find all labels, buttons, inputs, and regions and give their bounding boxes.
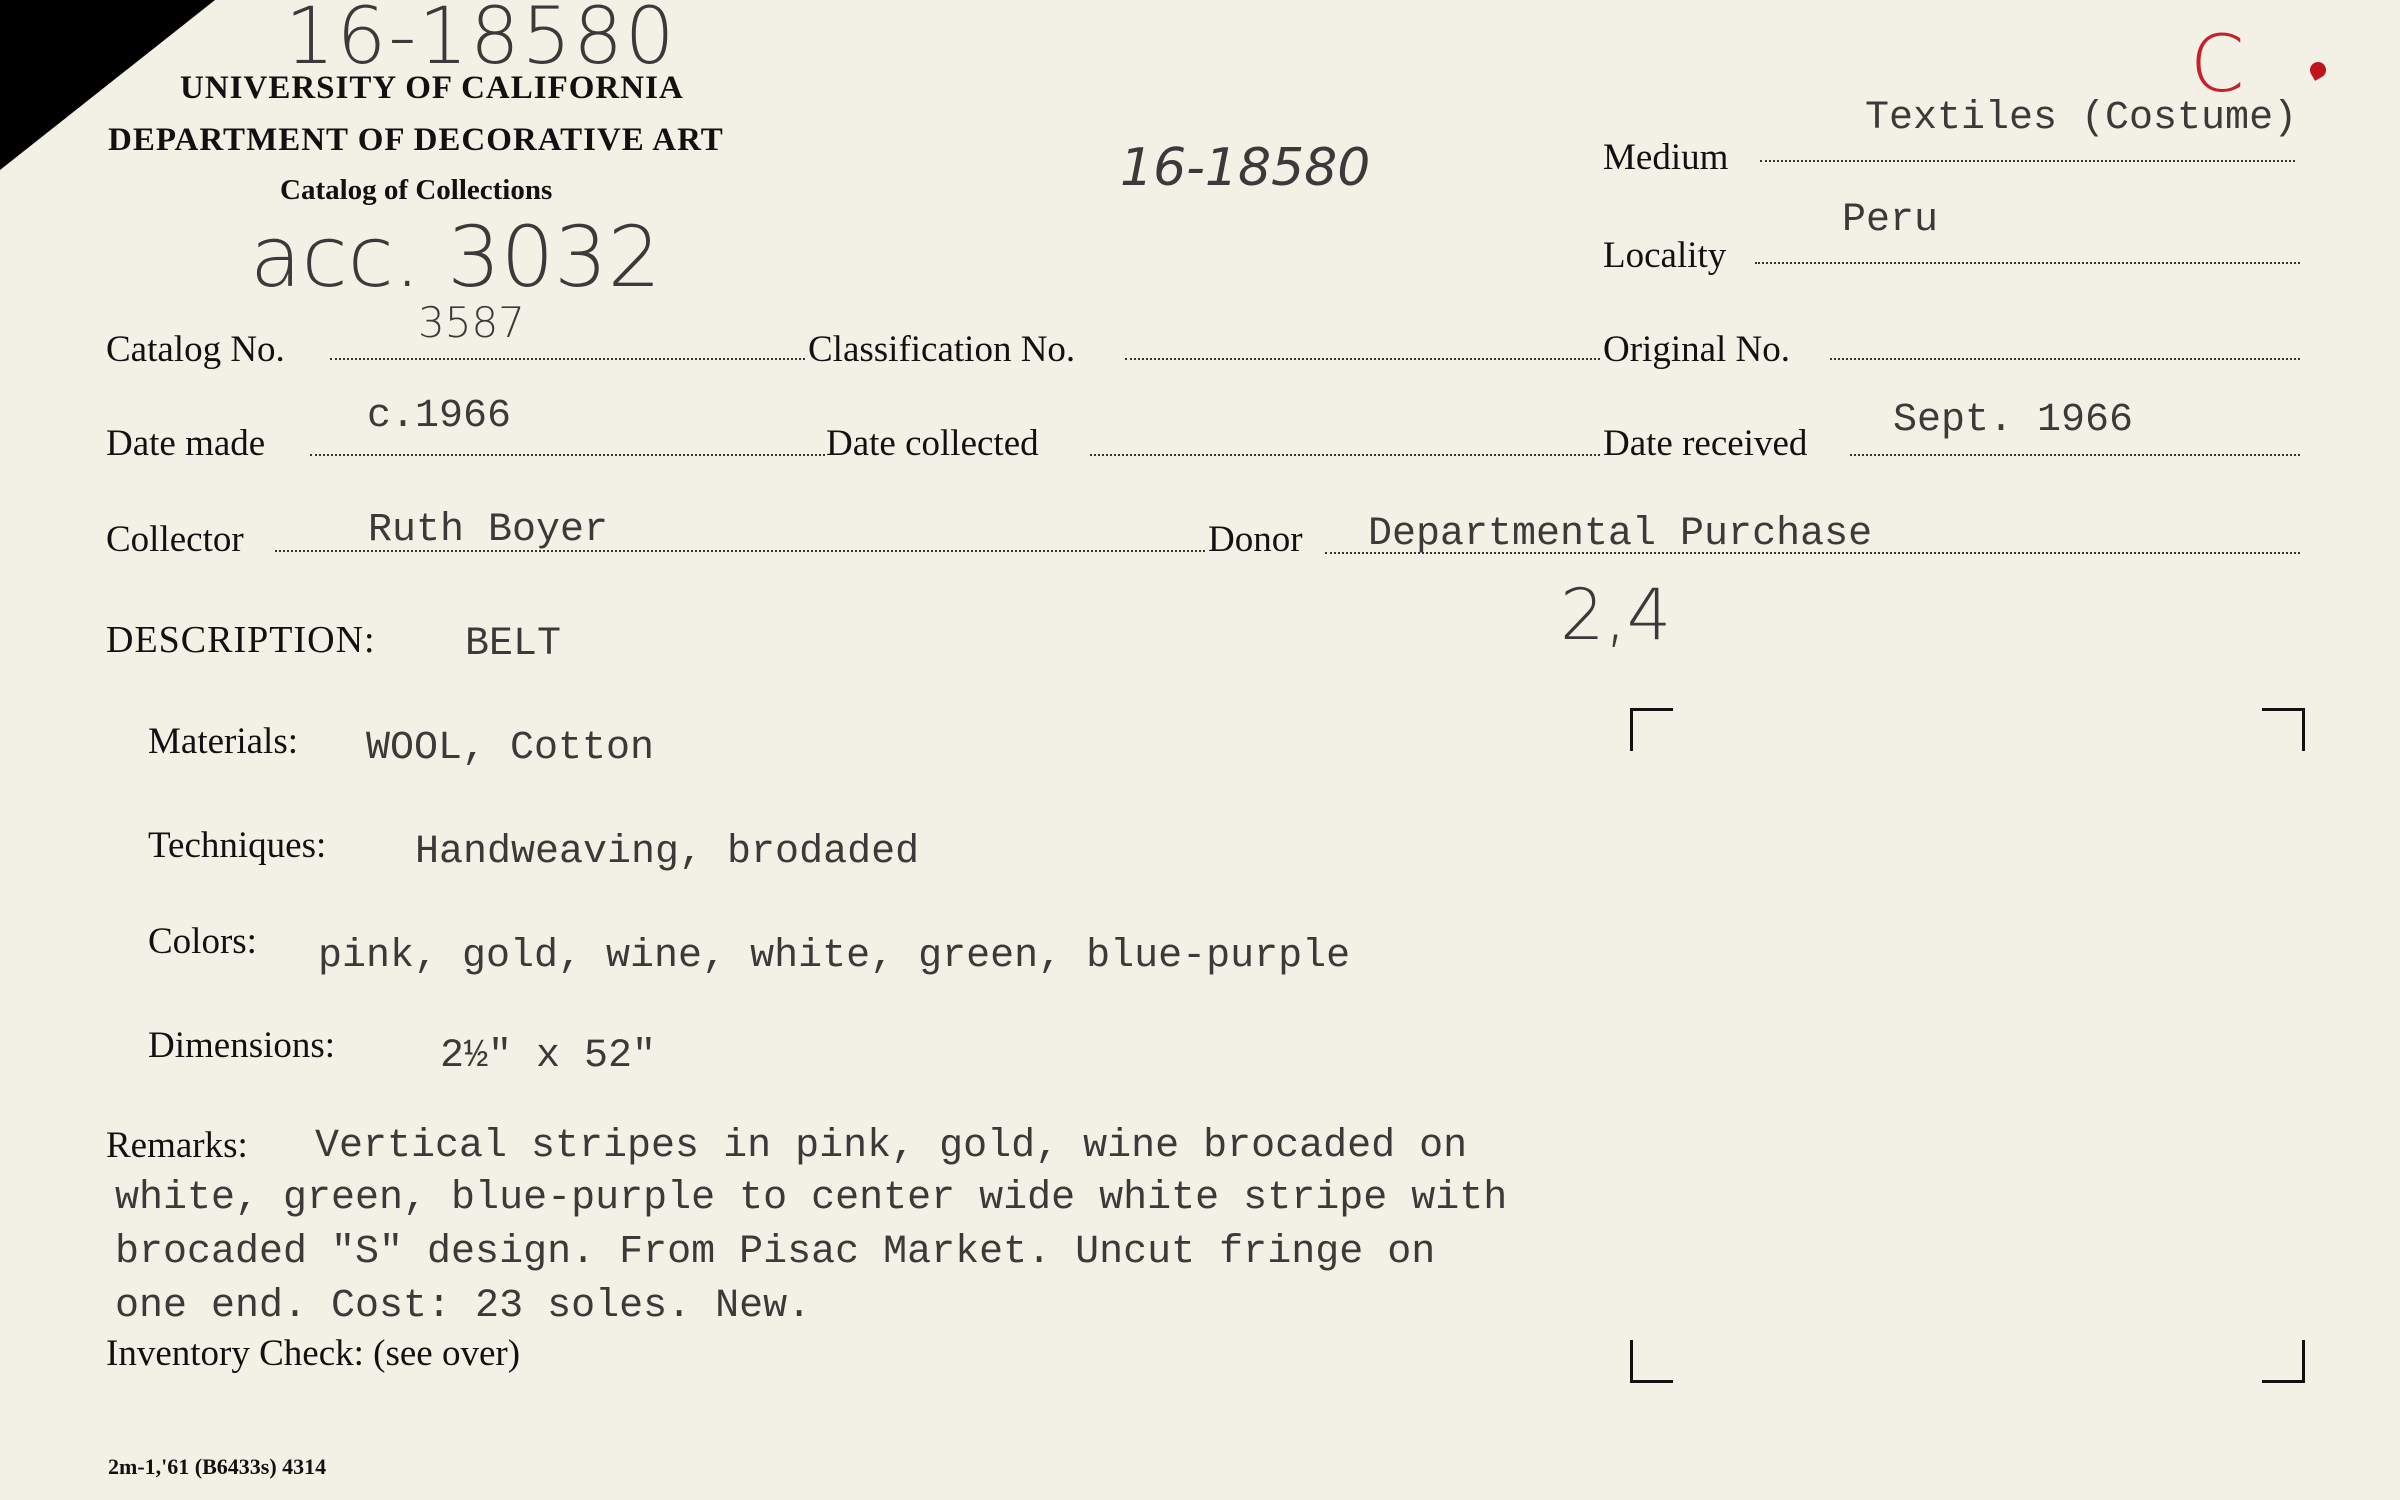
materials-label: Materials: [148,721,299,762]
handwritten-middle-number: 16-18580 [1120,138,1371,198]
red-c-mark: C [2190,20,2245,110]
remarks-line-2: white, green, blue-purple to center wide white stripe with [115,1176,1508,1221]
techniques-label: Techniques: [148,825,327,866]
photo-bracket-bottom-right [2262,1340,2305,1383]
collector-value: Ruth Boyer [368,508,609,553]
colors-label: Colors: [148,921,257,962]
catalog-no-label: Catalog No. [106,329,285,370]
handwritten-top-number: 16-18580 [285,0,677,82]
colors-value: pink, gold, wine, white, green, blue-purple [318,934,1351,979]
dimensions-label: Dimensions: [148,1025,336,1066]
medium-label: Medium [1603,137,1729,178]
date-received-line [1850,454,2300,456]
donor-label: Donor [1208,519,1303,560]
photo-bracket-top-left [1630,708,1673,751]
locality-value: Peru [1842,198,1939,243]
classification-no-label: Classification No. [808,329,1076,370]
donor-value: Departmental Purchase [1368,512,1873,557]
techniques-value: Handweaving, brodaded [415,830,920,875]
dimensions-value: 2½" x 52" [440,1034,657,1079]
remarks-line-1: Vertical stripes in pink, gold, wine brocaded on [315,1124,1468,1169]
department-name: DEPARTMENT OF DECORATIVE ART [108,122,724,158]
photo-bracket-top-right [2262,708,2305,751]
date-made-label: Date made [106,423,266,464]
catalog-no-line [330,358,805,360]
catalog-no-value: 3587 [418,298,525,347]
original-no-label: Original No. [1603,329,1791,370]
materials-value: WOOL, Cotton [366,726,655,771]
inventory-check-label: Inventory Check: (see over) [106,1333,521,1374]
description-value: BELT [465,622,562,667]
handwritten-dimension-note: 2,4 [1560,574,1672,656]
collector-label: Collector [106,519,244,560]
date-received-label: Date received [1603,423,1808,464]
catalog-subtitle: Catalog of Collections [280,174,553,206]
date-made-line [310,454,825,456]
classification-no-line [1125,358,1600,360]
date-collected-line [1090,454,1600,456]
medium-value: Textiles (Costume) [1865,96,2298,141]
date-collected-label: Date collected [826,423,1039,464]
remarks-line-4: one end. Cost: 23 soles. New. [115,1284,812,1329]
red-dot-mark [2307,59,2329,81]
date-made-value: c.1966 [367,394,512,439]
accession-number: acc. 3032 [250,208,662,306]
form-code: 2m-1,'61 (B6433s) 4314 [108,1454,327,1479]
original-no-line [1830,358,2300,360]
photo-bracket-bottom-left [1630,1340,1673,1383]
remarks-label: Remarks: [106,1125,248,1166]
institution-name: UNIVERSITY OF CALIFORNIA [180,70,684,106]
description-label: DESCRIPTION: [106,619,376,661]
locality-label: Locality [1603,235,1727,276]
locality-line [1755,262,2300,264]
date-received-value: Sept. 1966 [1893,398,2134,443]
medium-line [1760,160,2295,162]
remarks-line-3: brocaded "S" design. From Pisac Market. Uncut fringe on [115,1230,1436,1275]
